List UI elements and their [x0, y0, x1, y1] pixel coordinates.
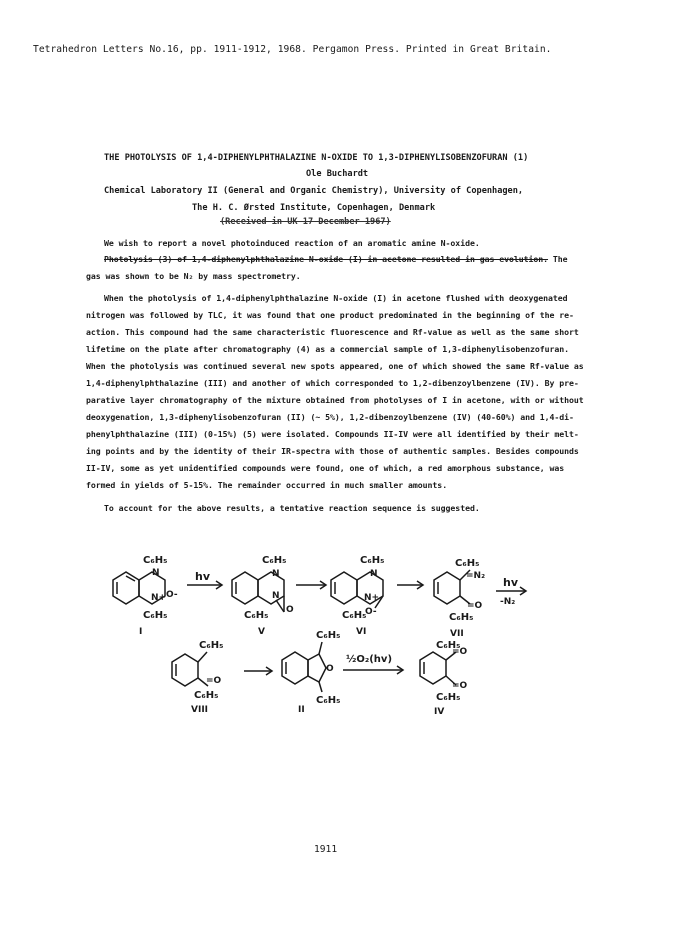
- paragraph-3-line: ing points and by the identity of their IR-spectra with those of authentic samples. Besides compounds: [86, 446, 579, 456]
- phenyl-label: C₆H₅: [143, 555, 168, 566]
- paragraph-3-line: When the photolysis was continued several new spots appeared, one of which showed the same Rf-value as: [86, 361, 584, 371]
- carbonyl-label: =O: [452, 681, 468, 691]
- compound-label-VI: VI: [356, 627, 367, 637]
- oxygen-label: O: [326, 664, 334, 674]
- paragraph-3-line: When the photolysis of 1,4-diphenylphthalazine N-oxide (I) in acetone flushed with deoxygenated: [104, 293, 568, 303]
- paragraph-3-line: parative layer chromatography of the mixture obtained from photolyses of I in acetone, with or without: [86, 395, 584, 405]
- light-hv-label: hv: [195, 570, 211, 583]
- nitrogen-label: N: [152, 568, 160, 578]
- light-hv-label: hv: [503, 576, 519, 589]
- phenyl-label: C₆H₅: [360, 555, 385, 566]
- oxygen-reagent-label: ½O₂(hv): [346, 654, 393, 665]
- n-oxide-label: N+: [151, 593, 167, 603]
- paragraph-2-line-2: gas was shown to be N₂ by mass spectrometry.: [86, 271, 301, 281]
- oxygen-label: O: [286, 605, 294, 615]
- paragraph-3-line: deoxygenation, 1,3-diphenylisobenzofuran (II) (~ 5%), 1,2-dibenzoylbenzene (IV) (40-60%) and 1,4-di-: [86, 412, 574, 422]
- n-plus-label: N+: [364, 593, 380, 603]
- paragraph-1: We wish to report a novel photoinduced reaction of an aromatic amine N-oxide.: [104, 238, 480, 248]
- phenyl-label: C₆H₅: [143, 610, 168, 621]
- paragraph-3-line: formed in yields of 5-15%. The remainder occurred in much smaller amounts.: [86, 480, 448, 490]
- phenyl-label: C₆H₅: [455, 558, 480, 569]
- paragraph-3-line: action. This compound had the same characteristic fluorescence and Rf-value as well as the same short: [86, 327, 579, 337]
- paragraph-3-line: phenylphthalazine (III) (0-15%) (5) were isolated. Compounds II-IV were all identified by their melt-: [86, 429, 579, 439]
- phenyl-label: C₆H₅: [342, 610, 367, 621]
- nitrogen-label: N: [272, 569, 280, 579]
- phenyl-label: C₆H₅: [436, 692, 461, 703]
- compound-label-V: V: [258, 627, 265, 637]
- author: Ole Buchardt: [306, 169, 369, 179]
- paragraph-4: To account for the above results, a tentative reaction sequence is suggested.: [104, 503, 480, 513]
- carbonyl-label: =O: [452, 647, 468, 657]
- diazo-label: =N₂: [466, 571, 486, 581]
- compound-label-IV: IV: [434, 707, 445, 717]
- compound-label-I: I: [139, 627, 143, 637]
- affiliation-line-1: Chemical Laboratory II (General and Organic Chemistry), University of Copenhagen,: [104, 186, 524, 196]
- phenyl-label: C₆H₅: [262, 555, 287, 566]
- journal-header: Tetrahedron Letters No.16, pp. 1911-1912, 1968. Pergamon Press. Printed in Great Britain.: [33, 44, 552, 55]
- loss-n2-label: -N₂: [500, 597, 516, 607]
- phenyl-label: C₆H₅: [194, 690, 219, 701]
- paragraph-3-line: 1,4-diphenylphthalazine (III) and another of which corresponded to 1,2-dibenzoylbenzene (IV). By pre-: [86, 378, 579, 388]
- paragraph-3-line: nitrogen was followed by TLC, it was found that one product predominated in the beginning of the re-: [86, 310, 574, 320]
- compound-label-II: II: [298, 705, 305, 715]
- phenyl-label: C₆H₅: [316, 695, 341, 706]
- paragraph-2-line-1: [104, 254, 568, 264]
- phenyl-label: C₆H₅: [449, 612, 474, 623]
- compound-label-VII: VII: [450, 629, 464, 639]
- furan-ring: [308, 654, 326, 682]
- received-date: (Received in UK 17 December 1967): [220, 217, 391, 227]
- struck-text: Photolysis (3) of 1,4-diphenylphthalazine N-oxide (I) in acetone resulted in gas evolution.: [104, 254, 549, 264]
- compound-label-VIII: VIII: [191, 705, 209, 715]
- paragraph-3-line: II-IV, some as yet unidentified compounds were found, one of which, a red amorphous substance, was: [86, 463, 565, 473]
- reaction-scheme: [0, 540, 680, 740]
- page-number: 1911: [314, 844, 338, 855]
- nitrogen-label: N: [370, 569, 378, 579]
- paragraph-2-tail: The: [552, 254, 568, 264]
- oxide-label: O-: [365, 607, 377, 617]
- carbonyl-label: =O: [467, 601, 483, 611]
- heterocycle-ring: [258, 572, 284, 604]
- nitrogen-label: N: [272, 591, 280, 601]
- article-title: THE PHOTOLYSIS OF 1,4-DIPHENYLPHTHALAZINE N-OXIDE TO 1,3-DIPHENYLISOBENZOFURAN (1): [104, 153, 529, 163]
- oxide-label: O-: [166, 590, 178, 600]
- phenyl-label: C₆H₅: [316, 630, 341, 641]
- carbonyl-label: =O: [206, 676, 222, 686]
- phenyl-label: C₆H₅: [199, 640, 224, 651]
- paragraph-3-line: lifetime on the plate after chromatography (4) as a commercial sample of 1,3-diphenylisobenzofuran.: [86, 344, 570, 354]
- phenyl-label: C₆H₅: [436, 640, 461, 651]
- affiliation-line-2: The H. C. Ørsted Institute, Copenhagen, Denmark: [192, 203, 436, 213]
- phenyl-label: C₆H₅: [244, 610, 269, 621]
